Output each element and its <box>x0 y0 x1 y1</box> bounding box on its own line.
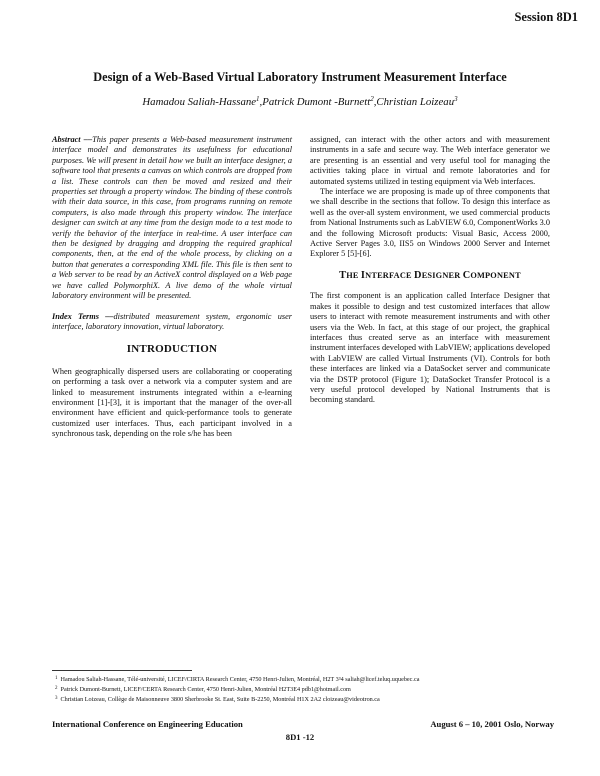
introduction-heading: INTRODUCTION <box>126 343 218 356</box>
footnote-mark: 1 <box>55 676 58 681</box>
body-paragraph: The first component is an application called Interface Designer that makes it possible to design and test customized interfaces that allow users to interact with remote measurement instruments and with other users via the Web. In fact, at this stage of our project, the graphical interfaces thus created serve as an interface with measurement instrument interfaces developed with LabVIEW; applications developed with LabVIEW are called Virtual Instruments (VI). Controls for both these interfaces are linked via a DataSocket server and communicate via the DSTP protocol (Figure 1); DataSocket Transfer Protocol is a very useful protocol developed by National Instruments that is becoming standard. <box>310 291 550 405</box>
conference-date-location: August 6 – 10, 2001 Oslo, Norway <box>430 719 554 729</box>
footnote-mark: 2 <box>55 685 58 691</box>
body-paragraph: assigned, can interact with the other actors and with measurement instruments in a safe and secure way. The Web interface generator we are presenting is an essential and very useful tool for managing the activities taking place in virtual and remote laboratories and for automated systems utilized in testing equipment via Web interfaces. <box>310 135 550 186</box>
abstract-dash: –– <box>80 135 93 144</box>
footnote-rule <box>52 670 192 671</box>
footnote <box>55 675 555 685</box>
author-footnote-mark: 1 <box>256 95 260 103</box>
author-footnote-mark: 2 <box>370 95 374 103</box>
right-column <box>310 135 550 406</box>
body-paragraph: The interface we are proposing is made up of three components that we shall describe in the sections that follow. To design this interface as well as the over-all system environment, we used commercial products from National Instruments such as LabVIEW 6.0, ComponentWorks 3.0 and the following Microsoft products: Visual Basic, Access 2000, Active Server Pages 3.0, IIS5 on Windows 2000 Server and Internet Explorer 5 [5]-[6]. <box>310 187 550 259</box>
index-terms-paragraph <box>52 312 292 333</box>
author-name: Patrick Dumont -Burnett <box>262 96 371 108</box>
abstract-text: This paper presents a Web-based measurement instrument interface model and demonstrates its usefulness for educational purposes. We will present in detail how we built an interface designer, a software tool that presents a canvas on which controls are dropped from a list. These controls can then be moved and resized and their properties set through a property window. The binding of these controls with their data source, in this case, from programs running on remote computers, is also made through this property window. The interface designer can switch at any time from the design mode to a test mode to verify the behavior of the interface in real-time. A user interface can then be designed by dragging and dropping the required graphical components, then, at the end of the whole process, by clicking on a button that generates a corresponding XML file. This file is then sent to a Web server to be read by an ActiveX control displayed on a Web page we have called PolymorphiX. A live demo of the whole virtual laboratory environment will be presented. <box>52 135 293 301</box>
footnote-text: Patrick Dumont-Burnett, LICEF/CERTA Research Center, 4750 Henri-Julien, Montréal H2T3E4 pdb1@hotmail.com <box>60 685 351 693</box>
author-name: Christian Loizeau <box>376 96 455 108</box>
footnote <box>55 695 555 705</box>
conference-name: International Conference on Engineering Education <box>52 719 243 729</box>
index-terms-text: distributed measurement system, ergonomic user interface, laboratory innovation, virtual laboratory. <box>52 311 293 331</box>
index-terms-label: Index Terms <box>52 311 99 321</box>
abstract-label: Abstract <box>52 135 81 144</box>
left-column <box>52 135 292 440</box>
footnote <box>55 685 555 695</box>
footnote-text: Christian Loizeau, Collège de Maisonneuve 3800 Sherbrooke St. East, Suite B-2250, Montréal H1X 2A2 cloizeau@videotron.ca <box>60 695 380 703</box>
author-footnote-mark: 3 <box>454 95 458 103</box>
footnote-text: Hamadou Saliah-Hassane, Télé-université, LICEF/CIRTA Research Center, 4750 Henri-Julien, Montréal, H2T 3³4 saliah@licef.teluq.uquebec.ca <box>60 676 420 683</box>
footnotes <box>55 675 555 704</box>
session-label: Session 8D1 <box>514 10 578 24</box>
paper-title: Design of a Web-Based Virtual Laboratory Instrument Measurement Interface <box>93 70 507 84</box>
author-list: Hamadou Saliah-Hassane$^1$,Patrick Dumont -Burnett$^2$,Christian Loizeau$^3$ <box>142 95 458 108</box>
section-heading: THE INTERFACE DESIGNER COMPONENT <box>339 269 521 281</box>
footnote-mark: 3 <box>55 695 58 701</box>
author-name: Hamadou Saliah-Hassane <box>142 96 257 108</box>
page-number: 8D1 -12 <box>285 732 315 742</box>
abstract-paragraph <box>52 135 292 302</box>
index-terms-dash: –– <box>98 311 114 321</box>
introduction-paragraph: When geographically dispersed users are collaborating or cooperating on performing a task over a network via a computer system and are linked to measurement instruments integrated within a e-learning environment [1]-[3], it is important that the manager of the over-all environment have efficient and quick-performance tools to generate customized user interfaces. Thus, each participant involved in a synchronous task, depending on the role s/he has been <box>52 366 292 439</box>
